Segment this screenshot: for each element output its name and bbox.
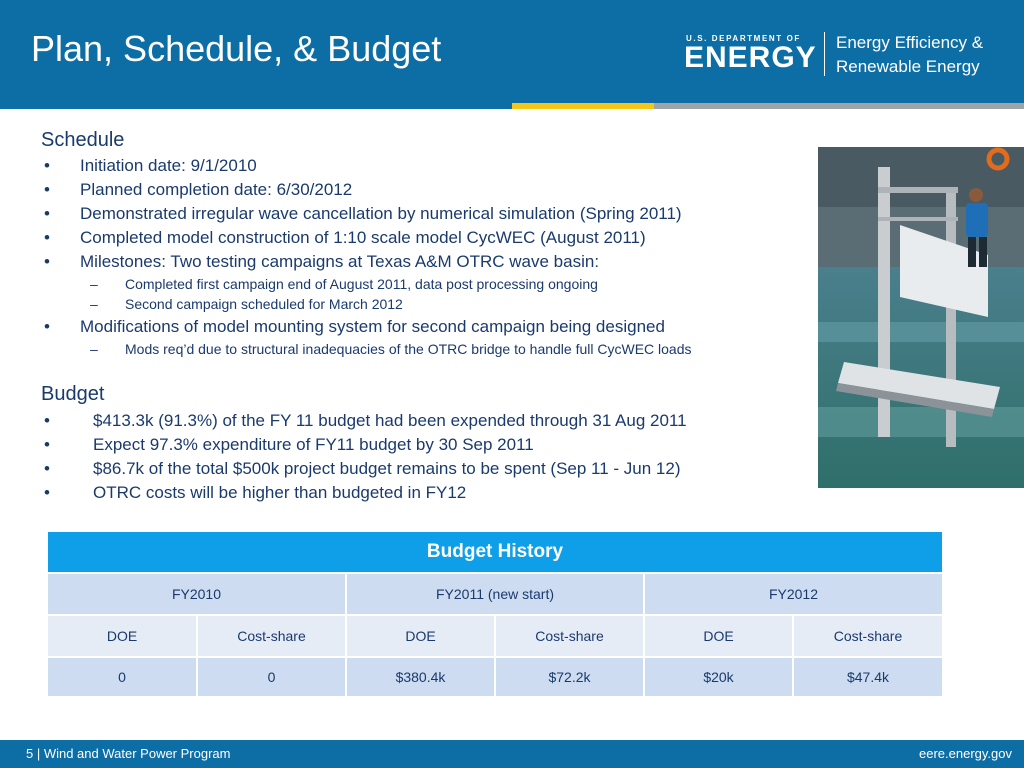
subheader-cell: Cost-share xyxy=(495,615,644,657)
bullet-icon: • xyxy=(44,411,50,430)
year-cell: FY2012 xyxy=(644,573,943,615)
subheader-cell: Cost-share xyxy=(793,615,943,657)
schedule-item-text: Milestones: Two testing campaigns at Texas A&M OTRC wave basin: xyxy=(80,252,600,271)
bullet-icon: • xyxy=(44,435,50,454)
header-stripe-yellow xyxy=(512,103,654,109)
doe-logo-caption: U.S. DEPARTMENT OF xyxy=(686,34,801,43)
dash-icon: – xyxy=(90,276,98,292)
schedule-subitem xyxy=(90,276,598,292)
bullet-icon: • xyxy=(44,252,50,271)
table-row xyxy=(47,657,943,697)
budget-item xyxy=(44,411,687,431)
page-title: Plan, Schedule, & Budget xyxy=(31,28,442,69)
budget-heading: Budget xyxy=(41,383,105,405)
budget-item-text: $86.7k of the total $500k project budget remains to be spent (Sep 11 - Jun 12) xyxy=(93,459,681,478)
schedule-item xyxy=(44,252,599,272)
header-bar xyxy=(0,0,1024,103)
eere-label-line2: Renewable Energy xyxy=(836,57,980,76)
schedule-subitem-text: Completed first campaign end of August 2011, data post processing ongoing xyxy=(125,276,598,292)
footer-program-label: 5 | Wind and Water Power Program xyxy=(26,746,231,761)
bullet-icon: • xyxy=(44,204,50,223)
schedule-item-text: Completed model construction of 1:10 scale model CycWEC (August 2011) xyxy=(80,228,646,247)
bullet-icon: • xyxy=(44,228,50,247)
bullet-icon: • xyxy=(44,180,50,199)
header-stripe-gray xyxy=(654,103,1024,109)
schedule-subitem xyxy=(90,341,692,357)
footer-url[interactable]: eere.energy.gov xyxy=(919,746,1012,761)
table-title: Budget History xyxy=(47,531,943,573)
budget-history-table xyxy=(46,530,944,698)
schedule-item-text: Initiation date: 9/1/2010 xyxy=(80,156,257,175)
schedule-subitem-text: Second campaign scheduled for March 2012 xyxy=(125,296,403,312)
schedule-item xyxy=(44,317,665,337)
bullet-icon: • xyxy=(44,459,50,478)
dash-icon: – xyxy=(90,296,98,312)
table-title-row xyxy=(47,531,943,573)
schedule-item xyxy=(44,204,682,224)
table-year-row xyxy=(47,573,943,615)
budget-item-text: OTRC costs will be higher than budgeted in FY12 xyxy=(93,483,467,502)
value-cell: $20k xyxy=(644,657,793,697)
value-cell: $47.4k xyxy=(793,657,943,697)
value-cell: $72.2k xyxy=(495,657,644,697)
budget-item xyxy=(44,459,681,479)
subheader-cell: DOE xyxy=(644,615,793,657)
schedule-item xyxy=(44,228,646,248)
schedule-item xyxy=(44,156,257,176)
budget-item-text: Expect 97.3% expenditure of FY11 budget by 30 Sep 2011 xyxy=(93,435,534,454)
year-cell: FY2011 (new start) xyxy=(346,573,644,615)
schedule-item-text: Modifications of model mounting system for second campaign being designed xyxy=(80,317,665,336)
value-cell: 0 xyxy=(197,657,346,697)
schedule-subitem-text: Mods req’d due to structural inadequacies of the OTRC bridge to handle full CycWEC loads xyxy=(125,341,692,357)
wave-basin-photo xyxy=(818,147,1024,488)
budget-item-text: $413.3k (91.3%) of the FY 11 budget had been expended through 31 Aug 2011 xyxy=(93,411,687,430)
schedule-item-text: Planned completion date: 6/30/2012 xyxy=(80,180,353,199)
schedule-item-text: Demonstrated irregular wave cancellation by numerical simulation (Spring 2011) xyxy=(80,204,682,223)
year-cell: FY2010 xyxy=(47,573,346,615)
schedule-subitem xyxy=(90,296,403,312)
value-cell: $380.4k xyxy=(346,657,495,697)
bullet-icon: • xyxy=(44,483,50,502)
budget-item xyxy=(44,435,534,455)
footer-bar xyxy=(0,740,1024,768)
bullet-icon: • xyxy=(44,317,50,336)
doe-logo: ENERGY xyxy=(684,41,817,74)
schedule-item xyxy=(44,180,352,200)
dash-icon: – xyxy=(90,341,98,357)
schedule-heading: Schedule xyxy=(41,129,125,151)
logo-divider xyxy=(824,32,825,76)
subheader-cell: DOE xyxy=(346,615,495,657)
subheader-cell: Cost-share xyxy=(197,615,346,657)
value-cell: 0 xyxy=(47,657,197,697)
budget-item xyxy=(44,483,466,503)
subheader-cell: DOE xyxy=(47,615,197,657)
table-subheader-row xyxy=(47,615,943,657)
bullet-icon: • xyxy=(44,156,50,175)
eere-label-line1: Energy Efficiency & xyxy=(836,33,984,52)
header-stripe-blue xyxy=(0,103,512,109)
